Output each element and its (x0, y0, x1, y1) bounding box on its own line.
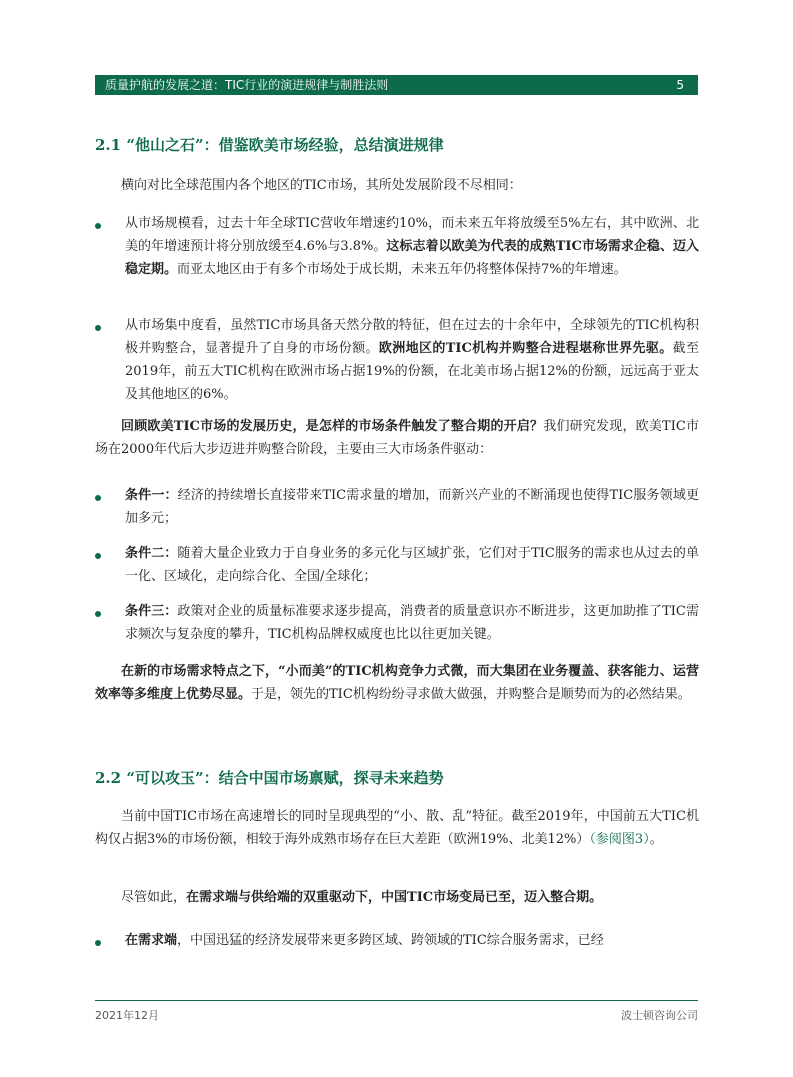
bullet-text: 截至2019年，前五大TIC机构在欧洲市场占据19%的份额，在北美市场占据12%的份额，远远高于亚太及其他地区的6%。 (125, 341, 699, 402)
bullet-concentration (125, 314, 699, 406)
footer-organization: 波士顿咨询公司 (621, 1009, 698, 1022)
bullet-dot (95, 940, 101, 946)
condition-label: 条件二： (125, 546, 178, 561)
footer-divider (95, 1000, 698, 1001)
bullet-bold-text: 欧洲地区的TIC机构并购整合进程堪称世界先驱。 (378, 341, 673, 356)
bullet-text: 从市场规模看，过去十年全球TIC营收年增速约10%，而未来五年将放缓至5%左右，其中欧洲、北美的年增速预计将分别放缓至4.6%与3.8%。 (125, 216, 699, 254)
china-text: 当前中国TIC市场在高速增长的同时呈现典型的“小、散、乱”特征。截至2019年，中国前五大TIC机构仅占据3%的市场份额，相较于海外成熟市场存在巨大差距（欧洲19%、北美12%） (95, 809, 699, 847)
bullet-condition-3 (125, 600, 699, 646)
demand-label: 在需求端 (125, 933, 178, 948)
bullet-dot (95, 325, 101, 331)
header-bar (95, 75, 698, 95)
conclusion-bold-text: 在新的市场需求特点之下，“小而美”的TIC机构竞争力式微，而大集团在业务覆盖、获客能力、运营效率等多维度上优势尽显。 (95, 664, 699, 702)
transition-text: 尽管如此， (121, 890, 187, 905)
bullet-text: 从市场集中度看，虽然TIC市场具备天然分散的特征，但在过去的十余年中，全球领先的TIC机构积极并购整合，显著提升了自身的市场份额。 (125, 318, 699, 356)
intro-text: 横向对比全球范围内各个地区的TIC市场，其所处发展阶段不尽相同： (121, 178, 522, 193)
bullet-demand-side (125, 929, 699, 952)
review-text: 我们研究发现，欧美TIC市场在2000年代后大步迈进并购整合阶段，主要由三大市场条件驱动： (95, 419, 699, 457)
china-text-end: 。 (649, 832, 663, 847)
transition-bold-text: 在需求端与供给端的双重驱动下，中国TIC市场变局已至，迈入整合期。 (186, 890, 603, 905)
bullet-condition-2 (125, 542, 699, 588)
condition-text: 政策对企业的质量标准要求逐步提高，消费者的质量意识亦不断进步，这更加助推了TIC需求频次与复杂度的攀升，TIC机构品牌权威度也比以往更加关键。 (125, 604, 699, 642)
bullet-market-size (125, 212, 699, 281)
condition-text: 经济的持续增长直接带来TIC需求量的增加，而新兴产业的不断涌现也使得TIC服务领域更加多元； (125, 488, 699, 526)
header-title: 质量护航的发展之道：TIC行业的演进规律与制胜法则 (105, 78, 389, 92)
condition-text: 随着大量企业致力于自身业务的多元化与区域扩张，它们对于TIC服务的需求也从过去的单一化、区域化，走向综合化、全国/全球化； (125, 546, 699, 584)
section-heading-2-1: 2.1 “他山之石”：借鉴欧美市场经验，总结演进规律 (95, 136, 444, 154)
china-paragraph (95, 805, 699, 851)
section-heading-2-2: 2.2 “可以攻玉”：结合中国市场禀赋，探寻未来趋势 (95, 769, 444, 787)
bullet-dot (95, 223, 101, 229)
bullet-dot (95, 495, 101, 501)
review-paragraph (95, 415, 699, 461)
conclusion-text: 于是，领先的TIC机构纷纷寻求做大做强，并购整合是顺势而为的必然结果。 (251, 687, 691, 702)
demand-text: ，中国迅猛的经济发展带来更多跨区域、跨领域的TIC综合服务需求，已经 (177, 933, 604, 948)
footer-date: 2021年12月 (95, 1009, 159, 1022)
page-number: 5 (676, 78, 684, 92)
bullet-condition-1 (125, 484, 699, 530)
condition-label: 条件三： (125, 604, 178, 619)
bullet-bold-text: 这标志着以欧美为代表的成熟TIC市场需求企稳、迈入稳定期。 (125, 239, 699, 277)
condition-label: 条件一： (125, 488, 178, 503)
figure-reference[interactable]: （参阅图3） (589, 832, 650, 847)
bullet-dot (95, 611, 101, 617)
bullet-dot (95, 553, 101, 559)
intro-paragraph (95, 174, 699, 197)
bullet-text: 而亚太地区由于有多个市场处于成长期，未来五年仍将整体保持7%的年增速。 (177, 262, 627, 277)
transition-paragraph (95, 886, 699, 909)
review-bold-text: 回顾欧美TIC市场的发展历史，是怎样的市场条件触发了整合期的开启？ (121, 419, 544, 434)
conclusion-paragraph (95, 660, 699, 706)
